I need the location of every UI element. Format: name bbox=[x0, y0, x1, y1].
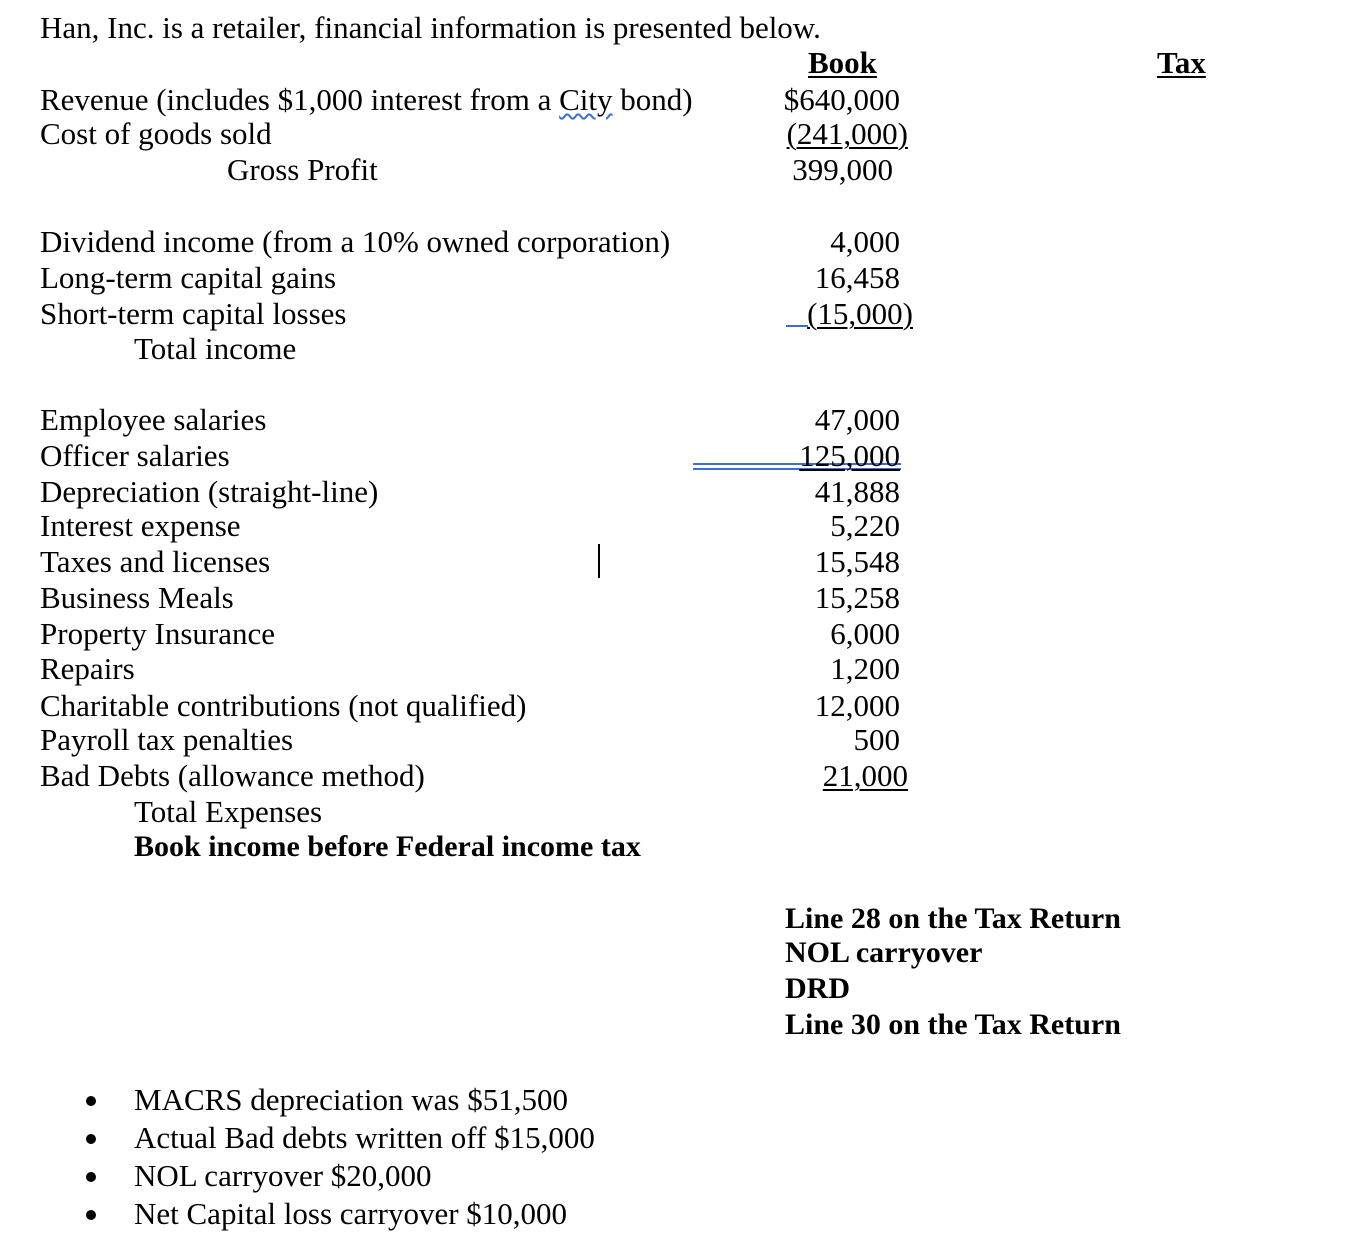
expense-value: 500 bbox=[853, 722, 900, 757]
dividend-label: Dividend income (from a 10% owned corporation) bbox=[40, 224, 671, 259]
expense-value: 5,220 bbox=[830, 508, 900, 543]
expense-value: 41,888 bbox=[814, 474, 900, 509]
total-income-label: Total income bbox=[134, 331, 297, 366]
bullet-item: MACRS depreciation was $51,500 bbox=[134, 1082, 568, 1117]
dividend-value: 4,000 bbox=[830, 224, 900, 259]
expense-label: Business Meals bbox=[40, 580, 234, 615]
revenue-label-after: bond) bbox=[612, 82, 693, 117]
ltcg-label: Long-term capital gains bbox=[40, 260, 337, 295]
cogs-value: (241,000) bbox=[786, 116, 908, 151]
revenue-label bbox=[40, 84, 693, 115]
book-income-label: Book income before Federal income tax bbox=[134, 830, 641, 863]
spell-mark-line bbox=[786, 325, 808, 327]
revenue-value: $640,000 bbox=[783, 82, 900, 117]
bullet-item: Actual Bad debts written off $15,000 bbox=[134, 1120, 595, 1155]
expense-value: 47,000 bbox=[814, 402, 900, 437]
expense-value: 1,200 bbox=[830, 651, 900, 686]
nol-carryover-line: NOL carryover bbox=[785, 936, 983, 969]
expense-value: 6,000 bbox=[830, 616, 900, 651]
expense-label: Repairs bbox=[40, 651, 135, 686]
total-expenses-label: Total Expenses bbox=[134, 794, 323, 829]
bullet-dot bbox=[86, 1210, 96, 1220]
gross-profit-label: Gross Profit bbox=[227, 152, 378, 187]
expense-value: 15,548 bbox=[814, 544, 900, 579]
text-cursor bbox=[598, 544, 600, 578]
expense-label: Payroll tax penalties bbox=[40, 722, 294, 757]
expense-value: 21,000 bbox=[822, 758, 908, 793]
expense-value: 15,258 bbox=[814, 580, 900, 615]
expense-label: Taxes and licenses bbox=[40, 544, 271, 579]
expense-label: Interest expense bbox=[40, 508, 241, 543]
tax-return-line-28: Line 28 on the Tax Return bbox=[785, 902, 1121, 935]
column-header-tax: Tax bbox=[1157, 45, 1206, 80]
stcl-label: Short-term capital losses bbox=[40, 296, 347, 331]
cogs-label: Cost of goods sold bbox=[40, 116, 272, 151]
column-header-book: Book bbox=[808, 45, 877, 80]
expense-value: 12,000 bbox=[814, 688, 900, 723]
expense-label: Officer salaries bbox=[40, 438, 230, 473]
revenue-label-city: City bbox=[559, 82, 613, 117]
expense-label: Property Insurance bbox=[40, 616, 275, 651]
stcl-value: (15,000) bbox=[807, 296, 913, 331]
ltcg-value: 16,458 bbox=[814, 260, 900, 295]
bullet-item: Net Capital loss carryover $10,000 bbox=[134, 1196, 568, 1231]
expense-label: Bad Debts (allowance method) bbox=[40, 758, 425, 793]
revenue-label-before: Revenue (includes $1,000 interest from a bbox=[40, 82, 560, 117]
bullet-dot bbox=[86, 1096, 96, 1106]
tax-return-line-30: Line 30 on the Tax Return bbox=[785, 1008, 1121, 1041]
intro-text: Han, Inc. is a retailer, financial information is presented below. bbox=[40, 10, 821, 45]
expense-value: 125,000 bbox=[799, 438, 900, 473]
expense-label: Charitable contributions (not qualified) bbox=[40, 688, 527, 723]
drd-line: DRD bbox=[785, 972, 850, 1005]
expense-label: Employee salaries bbox=[40, 402, 267, 437]
expense-label: Depreciation (straight-line) bbox=[40, 474, 379, 509]
gross-profit-value: 399,000 bbox=[792, 152, 893, 187]
bullet-dot bbox=[86, 1134, 96, 1144]
bullet-item: NOL carryover $20,000 bbox=[134, 1158, 432, 1193]
bullet-dot bbox=[86, 1172, 96, 1182]
